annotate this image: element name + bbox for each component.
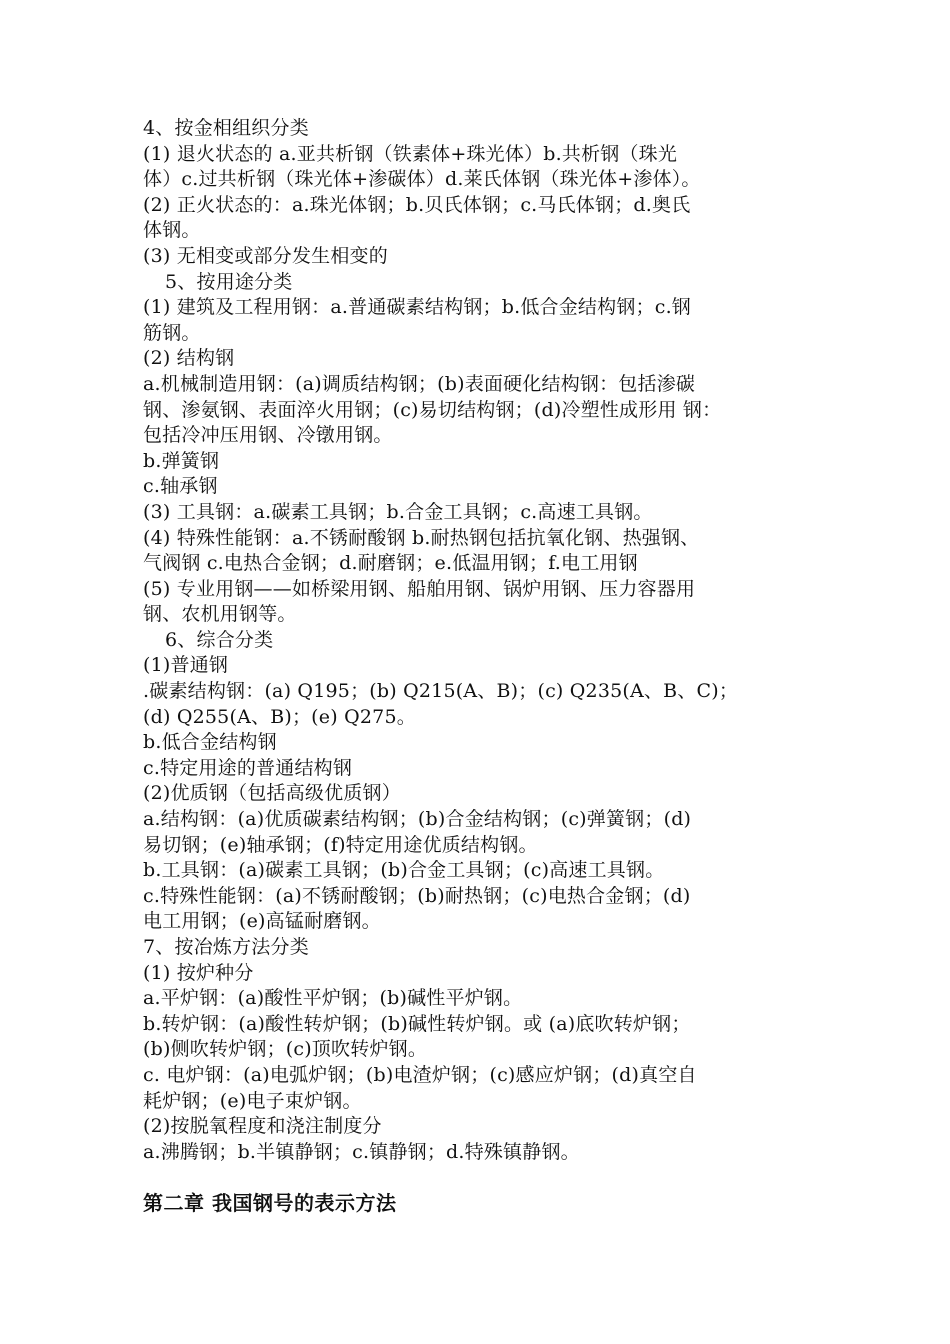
text-line: b.转炉钢：(a)酸性转炉钢；(b)碱性转炉钢。或 (a)底吹转炉钢；: [143, 1012, 691, 1035]
text-line: 耗炉钢；(e)电子束炉钢。: [143, 1089, 362, 1112]
text-line: a.沸腾钢；b.半镇静钢；c.镇静钢；d.特殊镇静钢。: [143, 1140, 580, 1163]
text-line: a.结构钢：(a)优质碳素结构钢；(b)合金结构钢；(c)弹簧钢；(d): [143, 808, 692, 831]
text-line: (b)侧吹转炉钢；(c)顶吹转炉钢。: [143, 1038, 428, 1061]
text-line: (d) Q255(A、B)；(e) Q275。: [143, 705, 416, 728]
text-line: .碳素结构钢：(a) Q195；(b) Q215(A、B)；(c) Q235(A、B、C)；: [143, 680, 739, 703]
text-line: c.特定用途的普通结构钢: [143, 756, 353, 779]
text-line: c.轴承钢: [143, 475, 218, 498]
text-line: a.平炉钢：(a)酸性平炉钢；(b)碱性平炉钢。: [143, 987, 523, 1010]
text-line: (1) 建筑及工程用钢：a.普通碳素结构钢；b.低合金结构钢；c.钢: [143, 296, 692, 319]
section-heading: 5、按用途分类: [165, 270, 293, 293]
text-line: 气阀钢 c.电热合金钢；d.耐磨钢；e.低温用钢；f.电工用钢: [143, 552, 638, 575]
text-line: c. 电炉钢：(a)电弧炉钢；(b)电渣炉钢；(c)感应炉钢；(d)真空自: [143, 1063, 697, 1086]
text-line: (1) 按炉种分: [143, 961, 254, 984]
text-line: 包括冷冲压用钢、冷镦用钢。: [143, 424, 393, 447]
text-line: 电工用钢；(e)高锰耐磨钢。: [143, 910, 381, 933]
text-line: b.弹簧钢: [143, 449, 220, 472]
text-line: (2) 正火状态的：a.珠光体钢；b.贝氏体钢；c.马氏体钢；d.奥氏: [143, 193, 691, 216]
text-line: b.工具钢：(a)碳素工具钢；(b)合金工具钢；(c)高速工具钢。: [143, 859, 665, 882]
text-line: (2)按脱氧程度和浇注制度分: [143, 1115, 382, 1138]
document-page: [143, 116, 823, 1217]
text-line: 体钢。: [143, 219, 201, 242]
text-line: c.特殊性能钢：(a)不锈耐酸钢；(b)耐热钢；(c)电热合金钢；(d): [143, 884, 691, 907]
text-line: 筋钢。: [143, 321, 201, 344]
text-line: a.机械制造用钢：(a)调质结构钢；(b)表面硬化结构钢：包括渗碳: [143, 372, 696, 395]
text-line: (2) 结构钢: [143, 347, 235, 370]
text-line: (3) 工具钢：a.碳素工具钢；b.合金工具钢；c.高速工具钢。: [143, 500, 653, 523]
text-line: (4) 特殊性能钢：a.不锈耐酸钢 b.耐热钢包括抗氧化钢、热强钢、: [143, 526, 700, 549]
text-line: (3) 无相变或部分发生相变的: [143, 244, 388, 267]
text-line: (2)优质钢（包括高级优质钢）: [143, 782, 401, 805]
text-line: 体）c.过共析钢（珠光体+渗碳体）d.莱氏体钢（珠光体+渗体）。: [143, 168, 701, 191]
text-line: 钢、农机用钢等。: [143, 603, 297, 626]
text-line: 易切钢；(e)轴承钢；(f)特定用途优质结构钢。: [143, 833, 538, 856]
section-heading: 6、综合分类: [165, 628, 274, 651]
section-heading: 7、按冶炼方法分类: [143, 936, 309, 958]
text-line: (1) 退火状态的 a.亚共析钢（铁素体+珠光体）b.共析钢（珠光: [143, 142, 678, 165]
text-line: b.低合金结构钢: [143, 731, 277, 754]
chapter-heading: 第二章 我国钢号的表示方法: [143, 1191, 397, 1216]
text-line: (1)普通钢: [143, 654, 229, 677]
text-line: 4、按金相组织分类: [143, 117, 309, 139]
text-line: 钢、渗氨钢、表面淬火用钢；(c)易切结构钢；(d)冷塑性成形用 钢：: [143, 398, 722, 421]
text-line: (5) 专业用钢——如桥梁用钢、船舶用钢、锅炉用钢、压力容器用: [143, 577, 696, 600]
